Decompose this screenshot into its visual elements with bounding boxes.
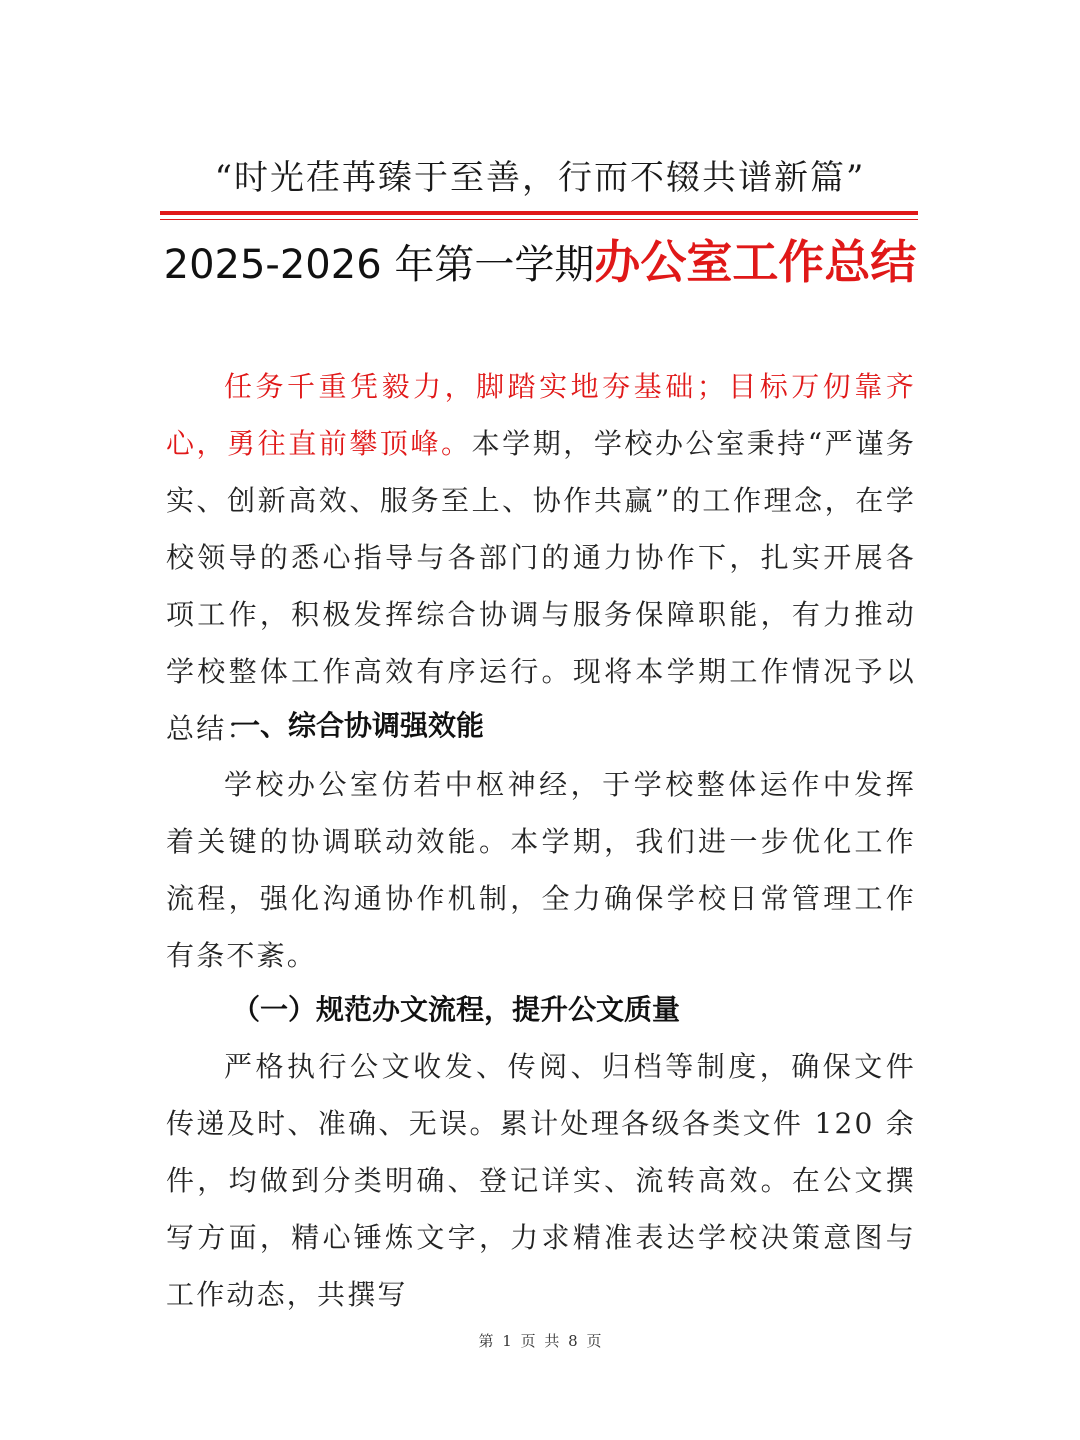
intro-lead: 任务千重凭毅力，脚踏实地夯基础；目标万仞靠齐心，勇往直前攀顶峰。	[166, 370, 916, 460]
red-header-rule-thin	[160, 219, 918, 220]
section-paragraph: 学校办公室仿若中枢神经，于学校整体运作中发挥着关键的协调联动效能。本学期，我们进一步优化工作流程，强化沟通协作机制，全力确保学校日常管理工作有条不紊。	[166, 768, 916, 972]
page-footer: 第 1 页 共 8 页	[478, 1332, 602, 1350]
intro-rest: 本学期，学校办公室秉持“严谨务实、创新高效、服务至上、协作共赢”的工作理念，在学校领导的悉心指导与各部门的通力协作下，扎实开展各项工作，积极发挥综合协调与服务保障职能，有力推动学校整体工作高效有序运行。现将本学期工作情况予以总结：	[166, 427, 916, 745]
section-heading: 一、综合协调强效能	[232, 709, 485, 742]
document-title	[160, 232, 920, 295]
document-motto: “时光荏苒臻于至善，行而不辍共谱新篇”	[214, 158, 866, 198]
intro-paragraph	[166, 358, 916, 757]
subsection-heading: （一）规范办文流程，提升公文质量	[232, 993, 681, 1026]
red-header-rule	[160, 211, 918, 215]
subsection-paragraph: 严格执行公文收发、传阅、归档等制度，确保文件传递及时、准确、无误。累计处理各级各类文件 120 余件，均做到分类明确、登记详实、流转高效。在公文撰写方面，精心锤炼文字，力求精准表达学校决策意图与工作动态，共撰写	[166, 1050, 916, 1311]
title-prefix: 2025-2026 年第一学期	[163, 242, 595, 288]
title-highlight: 办公室工作总结	[594, 235, 917, 289]
